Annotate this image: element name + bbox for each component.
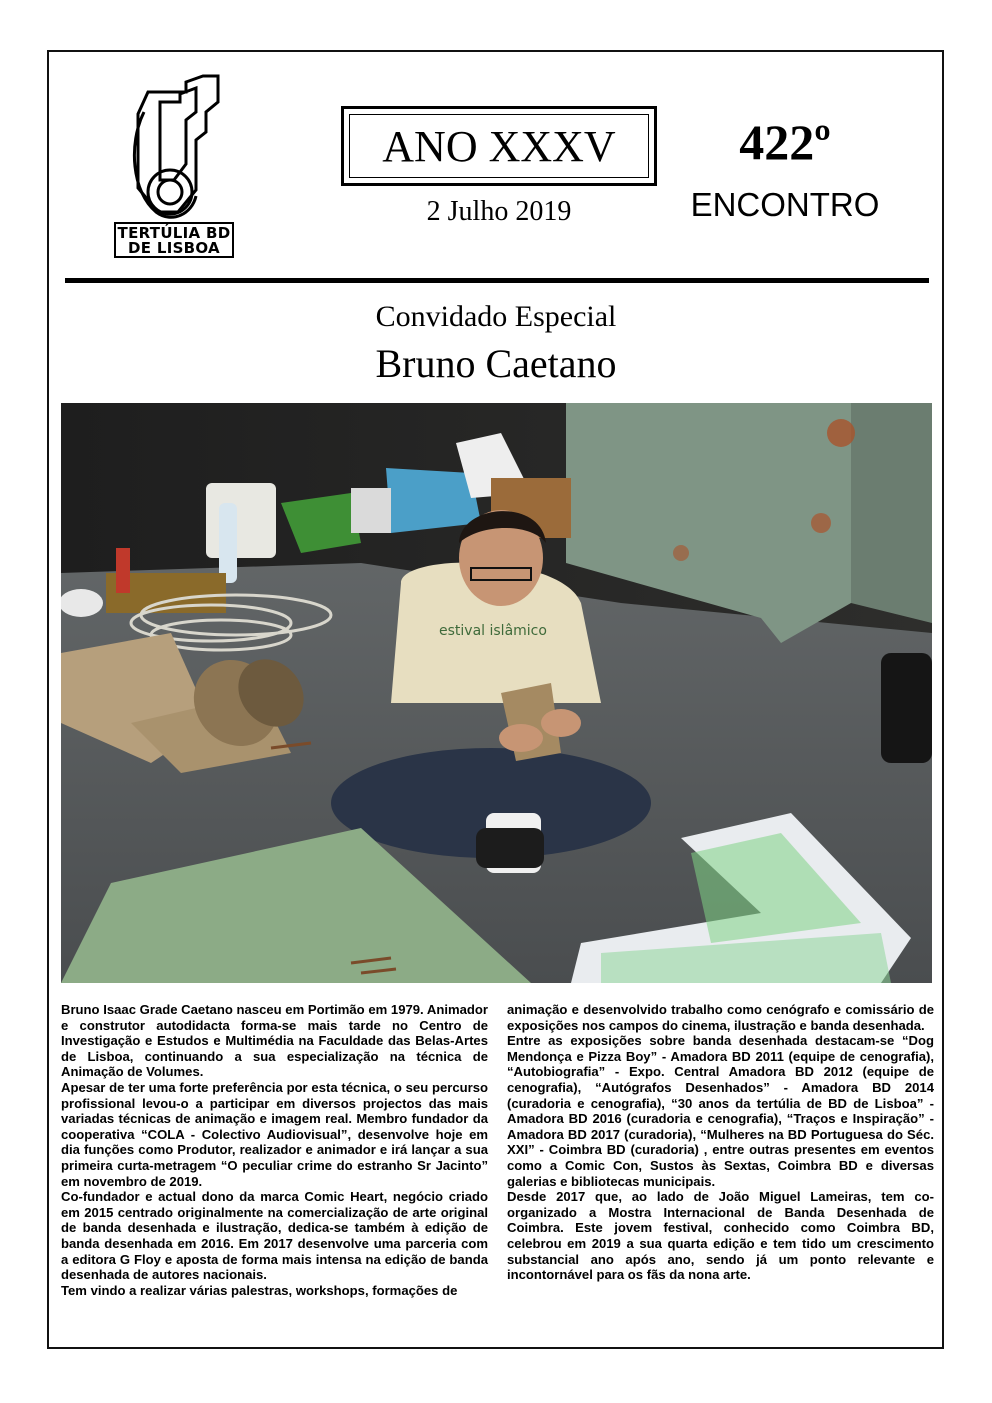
paragraph: Bruno Isaac Grade Caetano nasceu em Portimão em 1979. Animador e construtor autodidacta forma-se mais tarde no Centro de Investigação e Estudos e Multimédia na Faculdade das Belas-Artes de Lisboa, continuando a sua especialização na técnica de Animação de Volumes. (61, 1002, 488, 1080)
paragraph: Tem vindo a realizar várias palestras, workshops, formações de (61, 1282, 458, 1298)
paragraph: animação e desenvolvido trabalho como cenógrafo e comissário de exposições nos campos do cinema, ilustração e banda desenhada. (507, 1002, 934, 1033)
guest-name: Bruno Caetano (375, 341, 617, 386)
paragraph: Desde 2017 que, ao lado de João Miguel Lameiras, tem co-organizado a Mostra Internacional de Banda Desenhada de Coimbra. Este jovem festival, conhecido como Coimbra BD, celebrou em 2019 a sua quarta edição e tem tido um crescimento substancial ano após ano, sendo já um ponto relevante e incontornável para os fãs da nona arte. (507, 1189, 934, 1283)
paragraph: Apesar de ter uma forte preferência por esta técnica, o seu percurso profissional levou-o a participar em diversos projectos das mais variadas técnicas de animação e imagem real. Membro fundador da cooperativa “COLA - Colectivo Audiovisual”, desenvolve hoje em dia funções como Produtor, realizador e animador e irá lançar a sua primeira curta-metragem “O peculiar crime do estranho Sr Jacinto” em novembro de 2019. (61, 1079, 488, 1189)
meeting-number: 422º (739, 114, 831, 170)
logo-label (114, 222, 234, 258)
guest-label: Convidado Especial (375, 300, 617, 333)
meeting-label: ENCONTRO (690, 186, 880, 223)
body-column-right (507, 1002, 934, 1283)
guest-photo (61, 403, 932, 983)
paragraph: Entre as exposições sobre banda desenhada destacam-se “Dog Mendonça e Pizza Boy” - Amadora BD 2011 (equipe de cenografia), “Autobiografia” - Expo. Central Amadora BD 2012 (equipe de cenografia), “Autógrafos Desenhados” - Amadora BD 2014 (curadoria e cenografia), “30 anos da tertúlia de BD de Lisboa” - Amadora BD 2016 (curadoria e cenografia), “Traços e Inspiração” - Amadora BD 2017 (curadoria), “Mulheres na BD Portuguesa do Séc. XXI” - Coimbra BD (curadoria) , entre outras presentes em eventos como a Comic Con, Sustos às Sextas, Coimbra BD e diversas galerias e bibliotecas municipais. (507, 1033, 934, 1189)
issue-date: 2 Julho 2019 (426, 196, 572, 227)
tshirt-text: estival islâmico (439, 623, 547, 639)
ano-title: ANO XXXV (382, 122, 616, 171)
header-divider (65, 278, 929, 283)
ano-box (341, 106, 657, 186)
logo-text-line1: TERTÚLIA BD (117, 224, 231, 242)
paragraph: Co-fundador e actual dono da marca Comic Heart, negócio criado em 2015 centrado originalmente na comercialização de arte original de banda desenhada e ilustração, dedica-se também à edição de banda desenhada em 2016. Em 2017 desenvolve uma parceria com a editora G Floy e aposta de forma mais intensa na edição de banda desenhada de autores nacionais. (61, 1189, 488, 1283)
logo-text-line2: DE LISBOA (128, 239, 220, 257)
body-column-left (61, 1002, 488, 1298)
